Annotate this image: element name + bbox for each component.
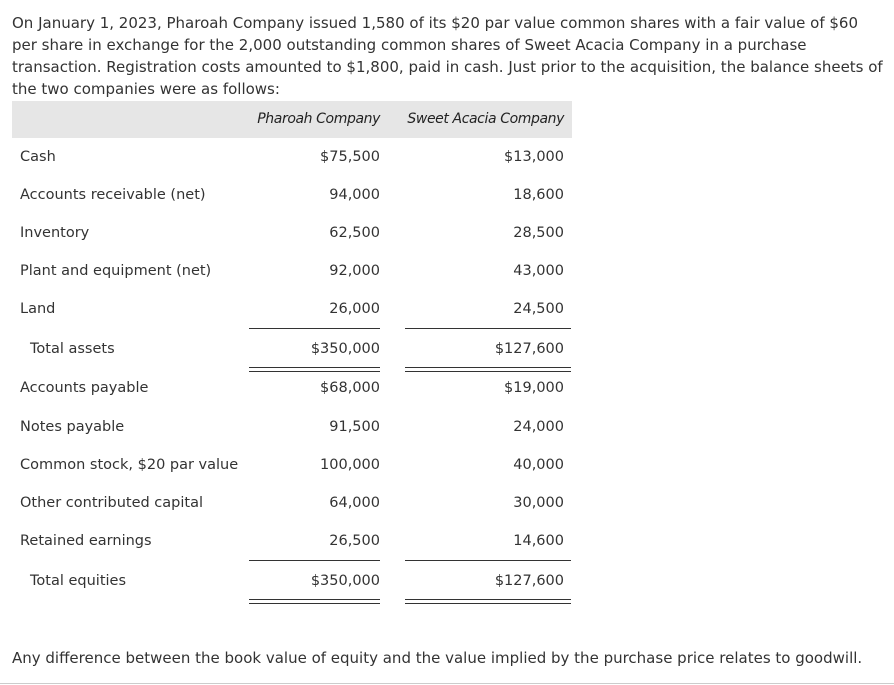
pharoah-total-assets-value: $350,000 <box>310 341 380 357</box>
total-rule-equities-pharoah <box>249 599 380 604</box>
pharoah-cash-value: $75,500 <box>320 149 380 165</box>
pharoah-inventory-value: 62,500 <box>329 225 380 241</box>
pharoah-retained-earnings-value: 26,500 <box>329 533 380 549</box>
pharoah-land-value: 26,000 <box>329 301 380 317</box>
subtotal-rule-assets-sweet <box>405 328 571 329</box>
divider <box>0 683 894 684</box>
row-label-other-contributed-capital: Other contributed capital <box>20 495 203 511</box>
total-rule-assets-pharoah <box>249 367 380 372</box>
row-label-common-stock: Common stock, $20 par value <box>20 457 239 473</box>
sweet-total-assets-value: $127,600 <box>494 341 564 357</box>
pharoah-total-equities-value: $350,000 <box>310 573 380 589</box>
row-label-cash: Cash <box>20 149 56 165</box>
total-rule-equities-sweet <box>405 599 571 604</box>
row-label-retained-earnings: Retained earnings <box>20 533 152 549</box>
sweet-plant-equipment-value: 43,000 <box>513 263 564 279</box>
sweet-other-contributed-capital-value: 30,000 <box>513 495 564 511</box>
pharoah-accounts-receivable-value: 94,000 <box>329 187 380 203</box>
subtotal-rule-equities-sweet <box>405 560 571 561</box>
subtotal-rule-equities-pharoah <box>249 560 380 561</box>
sweet-retained-earnings-value: 14,600 <box>513 533 564 549</box>
column-header-sweet-acacia: Sweet Acacia Company <box>407 111 564 127</box>
problem-intro: On January 1, 2023, Pharoah Company issued 1,580 of its $20 par value common shares with a fair value of $60 per share in exchange for the 2,000 outstanding common shares of Sweet Acacia Company in a purchase transaction. Registration costs amounted to $1,800, paid in cash. Just prior to the acquisition, the balance sheets of the two companies were as follows: <box>12 14 883 98</box>
row-label-land: Land <box>20 301 56 317</box>
sweet-common-stock-value: 40,000 <box>513 457 564 473</box>
sweet-inventory-value: 28,500 <box>513 225 564 241</box>
pharoah-plant-equipment-value: 92,000 <box>329 263 380 279</box>
row-label-total-equities: Total equities <box>30 573 127 589</box>
pharoah-accounts-payable-value: $68,000 <box>320 380 380 396</box>
pharoah-notes-payable-value: 91,500 <box>329 419 380 435</box>
row-label-notes-payable: Notes payable <box>20 419 125 435</box>
row-label-inventory: Inventory <box>20 225 90 241</box>
total-rule-assets-sweet <box>405 367 571 372</box>
subtotal-rule-assets-pharoah <box>249 328 380 329</box>
sweet-notes-payable-value: 24,000 <box>513 419 564 435</box>
sweet-land-value: 24,500 <box>513 301 564 317</box>
sweet-accounts-receivable-value: 18,600 <box>513 187 564 203</box>
column-header-pharoah: Pharoah Company <box>257 111 380 127</box>
row-label-accounts-receivable: Accounts receivable (net) <box>20 187 206 203</box>
sweet-accounts-payable-value: $19,000 <box>504 380 564 396</box>
sweet-cash-value: $13,000 <box>504 149 564 165</box>
goodwill-note: Any difference between the book value of equity and the value implied by the purchase price relates to goodwill. <box>12 649 863 667</box>
pharoah-other-contributed-capital-value: 64,000 <box>329 495 380 511</box>
row-label-total-assets: Total assets <box>30 341 115 357</box>
row-label-accounts-payable: Accounts payable <box>20 380 149 396</box>
sweet-total-equities-value: $127,600 <box>494 573 564 589</box>
pharoah-common-stock-value: 100,000 <box>320 457 380 473</box>
row-label-plant-equipment: Plant and equipment (net) <box>20 263 212 279</box>
